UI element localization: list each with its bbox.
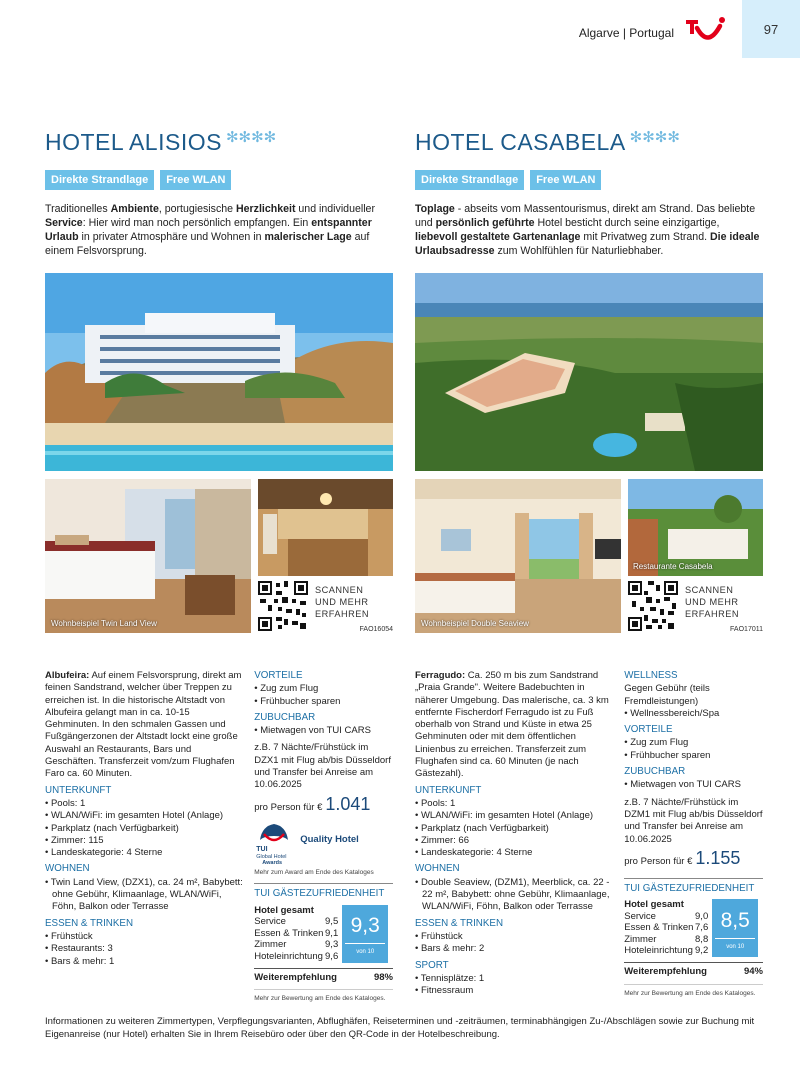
rating-label: Essen & Trinken — [254, 927, 324, 939]
rating-row — [254, 916, 342, 928]
list-item: • Twin Land View, (DZX1), ca. 24 m², Babybett: ohne Gebühr, Klimaanlage, WLAN/WiFi, Föhn, Balkon oder Terrasse — [45, 877, 243, 914]
intro-highlight: persönlich geführte — [435, 217, 535, 229]
rating-row — [254, 951, 342, 963]
rating-value: 8,8 — [695, 933, 709, 945]
rating-score-value: 9,3 — [350, 913, 380, 937]
section-list — [624, 670, 763, 792]
recommendation — [624, 962, 763, 978]
intro-text: , portugiesische — [158, 203, 236, 215]
qr-code-icon[interactable] — [628, 581, 678, 631]
intro-text: : Hier wird man noch persönlich empfangen. Ein — [82, 217, 312, 229]
intro-highlight: Service — [45, 217, 83, 229]
hotel-casabela-details — [415, 670, 763, 1000]
award-footnote: Mehr zum Award am Ende des Kataloges — [254, 868, 374, 876]
intro-text: Traditionelles — [45, 203, 111, 215]
scan-text: SCANNEN UND MEHR ERFAHREN — [685, 585, 740, 619]
intro-text: - abseits vom Massentourismus, direkt am Strand. Das beliebte und — [415, 203, 756, 229]
price-value: 1.041 — [325, 793, 371, 814]
section-heading: UNTERKUNFT — [45, 784, 112, 796]
rating-row — [624, 945, 712, 957]
details-side — [624, 670, 763, 1000]
section-heading: ZUBUCHBAR — [624, 766, 686, 778]
rating-label: Hoteleinrichtung — [624, 945, 693, 957]
list-item: • Wellnessbereich/Spa — [624, 708, 763, 720]
location-text: Albufeira: Auf einem Felsvorsprung, direkt am feinen Sandstrand, welcher über Treppen zu erreichen ist. In die historische Altstadt von Albufeira gelangt man in ca. 10-15 Gehminuten. In den schmalen Gassen und Fußgängerzonen der Altstadt lockt eine große Auswahl an Restaurants, Bars und Geschäften. Transferzeit vom/zum Flughafen Faro ca. 60 Minuten. — [45, 670, 242, 780]
section-heading: WOHNEN — [45, 863, 90, 875]
list-item: • Tennisplätze: 1 — [415, 973, 613, 985]
rating-overall-label: Hotel gesamt — [624, 899, 684, 911]
section-note: Gegen Gebühr (teils Fremdleistungen) — [624, 683, 710, 707]
section-heading: ESSEN & TRINKEN — [45, 917, 134, 929]
restaurant-photo — [258, 479, 393, 576]
list-item: • Zimmer: 66 — [415, 835, 613, 847]
page-number: 97 — [742, 0, 800, 58]
hotel-alisios-details — [45, 670, 393, 1005]
qr-code-icon[interactable] — [258, 581, 308, 631]
award-badge — [254, 820, 393, 864]
list-item: • Frühstück — [415, 931, 613, 943]
list-item: • Frühbucher sparen — [254, 696, 393, 708]
recommend-label: Weiterempfehlung — [624, 966, 707, 978]
intro-text: und individueller — [295, 203, 375, 215]
guest-rating — [254, 883, 393, 1005]
rating-title: TUI GÄSTEZUFRIEDENHEIT — [254, 888, 385, 900]
list-item: • Parkplatz (nach Verfügbarkeit) — [415, 823, 613, 835]
rating-score — [342, 905, 388, 963]
rating-score-value: 8,5 — [720, 908, 750, 932]
room-photo — [415, 479, 621, 633]
hotel-title: HOTEL ALISIOS ✻✻✻✻ — [45, 129, 277, 155]
list-item: • Pools: 1 — [45, 798, 243, 810]
rating-list — [254, 905, 342, 963]
intro-text: mit Privatweg zum Strand. — [580, 231, 710, 243]
price-line: pro Person für € 1.155 — [624, 847, 741, 868]
section-heading: UNTERKUNFT — [415, 784, 482, 796]
hotel-stars: ✻✻✻✻ — [225, 129, 277, 146]
rating-value: 9,3 — [325, 939, 339, 951]
section-list — [45, 785, 243, 968]
page-header — [0, 0, 800, 60]
rating-row — [624, 911, 712, 923]
intro-highlight: malerischer Lage — [264, 231, 352, 243]
rating-label: Essen & Trinken — [624, 922, 694, 934]
details-main — [45, 670, 243, 1005]
price-example: z.B. 7 Nächte/Frühstück im DZM1 mit Flug ab/bis Düsseldorf und Transfer bei Anreise am 10.06.2025 — [624, 796, 763, 845]
list-item: • Frühstück — [45, 931, 243, 943]
list-item: • Zug zum Flug — [254, 683, 393, 695]
badge-beach: Direkte Strandlage — [45, 170, 154, 190]
award-brand: TUI — [256, 845, 268, 853]
list-item: • WLAN/WiFi: im gesamten Hotel (Anlage) — [45, 810, 243, 822]
rating-label: Zimmer — [254, 939, 287, 951]
intro-highlight: Ambiente — [110, 203, 159, 215]
section-heading: VORTEILE — [254, 670, 303, 681]
rating-value: 7,6 — [695, 922, 709, 934]
guest-rating — [624, 878, 763, 1000]
rating-row — [624, 934, 712, 946]
rating-score-scale: von 10 — [345, 943, 385, 958]
location-text: Ferragudo: Ca. 250 m bis zum Sandstrand „Praia Grande". Weitere Badebuchten in näherer Umgebung. Das malerische, ca. 3 km entfernte Fischerdorf Ferragudo ist zu Fuß oberhalb von Strand und Küste in etwa 25 Gehminuten oder mit dem öffentlichen Linienbus zu erreichen. Transferzeit zum Flughafen sind ca. 60 Minuten (je nach Gästezahl). — [415, 670, 609, 780]
intro-highlight: Herzlichkeit — [236, 203, 296, 215]
tui-smile-logo-icon[interactable] — [684, 14, 728, 46]
list-item: • Restaurants: 3 — [45, 943, 243, 955]
intro-highlight: liebevoll gestaltete Gartenanlage — [415, 231, 581, 243]
list-item: • Bars & mehr: 1 — [45, 956, 243, 968]
list-item: • Zimmer: 115 — [45, 835, 243, 847]
price-example: z.B. 7 Nächte/Frühstück im DZX1 mit Flug ab/bis Düsseldorf und Transfer bei Anreise am 10.06.2025 — [254, 742, 391, 791]
region-label: Algarve | Portugal — [578, 26, 674, 40]
rating-label: Hoteleinrichtung — [254, 950, 323, 962]
list-item: • Mietwagen von TUI CARS — [624, 779, 763, 791]
photo-caption: Restaurante Casabela — [633, 562, 713, 571]
rating-overall-label: Hotel gesamt — [254, 904, 314, 916]
list-item: • Landeskategorie: 4 Sterne — [45, 847, 243, 859]
hotel-stars: ✻✻✻✻ — [629, 129, 680, 146]
rating-box — [624, 899, 763, 957]
badge-beach: Direkte Strandlage — [415, 170, 524, 190]
badge-wifi: Free WLAN — [530, 170, 601, 190]
section-list — [415, 785, 613, 998]
hotel-exterior-photo — [45, 273, 393, 471]
rating-label: Zimmer — [624, 933, 657, 945]
award-line1: Global Hotel — [256, 853, 287, 860]
recommend-label: Weiterempfehlung — [254, 971, 337, 983]
scan-text: SCANNEN UND MEHR ERFAHREN — [315, 585, 370, 619]
list-item: • Zug zum Flug — [624, 737, 763, 749]
intro-text: zum Wohlfühlen für Naturliebhaber. — [494, 245, 664, 257]
section-heading: VORTEILE — [624, 724, 673, 736]
hotel-title: HOTEL CASABELA ✻✻✻✻ — [415, 129, 680, 155]
rating-row — [254, 939, 342, 951]
list-item: • Mietwagen von TUI CARS — [254, 725, 393, 737]
recommendation — [254, 968, 393, 984]
rating-label: Service — [254, 916, 286, 928]
details-main — [415, 670, 613, 1000]
rating-row — [254, 928, 342, 940]
award-line2: Awards — [262, 859, 283, 866]
rating-box — [254, 905, 393, 963]
footer-note: Informationen zu weiteren Zimmertypen, Verpflegungsvarianten, Abflughäfen, Reiseterminen und -zeiträumen, terminabhängigen Zu-/Abschlägen sowie zur Buchung mit Eigenanreise (nur Hotel) erhalten Sie in Ihrem Reisebüro oder über den QR-Code in der Hotelbeschreibung. — [45, 1016, 755, 1040]
section-heading: ESSEN & TRINKEN — [415, 917, 504, 929]
badge-wifi: Free WLAN — [160, 170, 231, 190]
hotel-aerial-photo — [415, 273, 763, 471]
rating-footnote: Mehr zur Bewertung am Ende des Kataloges. — [624, 984, 763, 1000]
section-heading: ZUBUCHBAR — [254, 711, 316, 723]
hotel-casabela-column — [415, 128, 763, 633]
price-line: pro Person für € 1.041 — [254, 793, 371, 814]
rating-row — [624, 922, 712, 934]
rating-score — [712, 899, 758, 957]
section-heading: SPORT — [415, 959, 449, 971]
hotel-intro — [415, 202, 763, 264]
restaurant-photo — [628, 479, 763, 576]
rating-value: 9,6 — [325, 950, 339, 962]
intro-highlight: Toplage — [415, 203, 455, 215]
section-list — [254, 670, 393, 737]
details-side — [254, 670, 393, 1005]
hotel-intro — [45, 202, 393, 264]
rating-value: 9,5 — [325, 916, 339, 928]
intro-text: in privater Atmosphäre und Wohnen in — [78, 231, 265, 243]
list-item: • Frühbucher sparen — [624, 750, 763, 762]
photo-caption: Wohnbeispiel Double Seaview — [421, 619, 529, 628]
list-item: • Fitnessraum — [415, 985, 613, 997]
rating-footnote: Mehr zur Bewertung am Ende des Kataloges. — [254, 989, 393, 1005]
intro-highlight: Die ideale Urlaubsadresse — [415, 231, 760, 257]
feature-badges — [45, 170, 393, 190]
list-item: • WLAN/WiFi: im gesamten Hotel (Anlage) — [415, 810, 613, 822]
list-item: • Parkplatz (nach Verfügbarkeit) — [45, 823, 243, 835]
rating-value: 9,2 — [695, 945, 709, 957]
feature-badges — [415, 170, 763, 190]
section-heading: WELLNESS — [624, 670, 678, 681]
hotel-alisios-column — [45, 128, 393, 633]
rating-value: 9,0 — [695, 910, 709, 922]
intro-text: auf einem Felsvorsprung. — [45, 231, 370, 257]
photo-caption: Wohnbeispiel Twin Land View — [51, 619, 157, 628]
rating-value: 9,1 — [325, 927, 339, 939]
list-item: • Landeskategorie: 4 Sterne — [415, 847, 613, 859]
intro-highlight: entspannter Urlaub — [45, 217, 372, 243]
list-item: • Bars & mehr: 2 — [415, 943, 613, 955]
rating-title: TUI GÄSTEZUFRIEDENHEIT — [624, 883, 755, 895]
hotel-code: FAO17011 — [730, 626, 763, 633]
section-heading: WOHNEN — [415, 863, 460, 875]
recommend-value: 94% — [743, 966, 763, 978]
rating-score-scale: von 10 — [715, 938, 755, 953]
room-photo — [45, 479, 251, 633]
hotel-code: FAO16054 — [359, 626, 393, 633]
rating-label: Service — [624, 910, 656, 922]
list-item: • Double Seaview, (DZM1), Meerblick, ca. 22 - 22 m², Babybett: ohne Gebühr, Klimaanlage, WLAN/WiFi, Föhn, Balkon oder Terrasse — [415, 877, 613, 914]
award-name: Quality Hotel — [300, 833, 359, 845]
rating-list — [624, 899, 712, 957]
price-value: 1.155 — [695, 847, 741, 868]
intro-text: Hotel besticht durch seine einzigartige, — [534, 217, 720, 229]
list-item: • Pools: 1 — [415, 798, 613, 810]
recommend-value: 98% — [373, 971, 393, 983]
